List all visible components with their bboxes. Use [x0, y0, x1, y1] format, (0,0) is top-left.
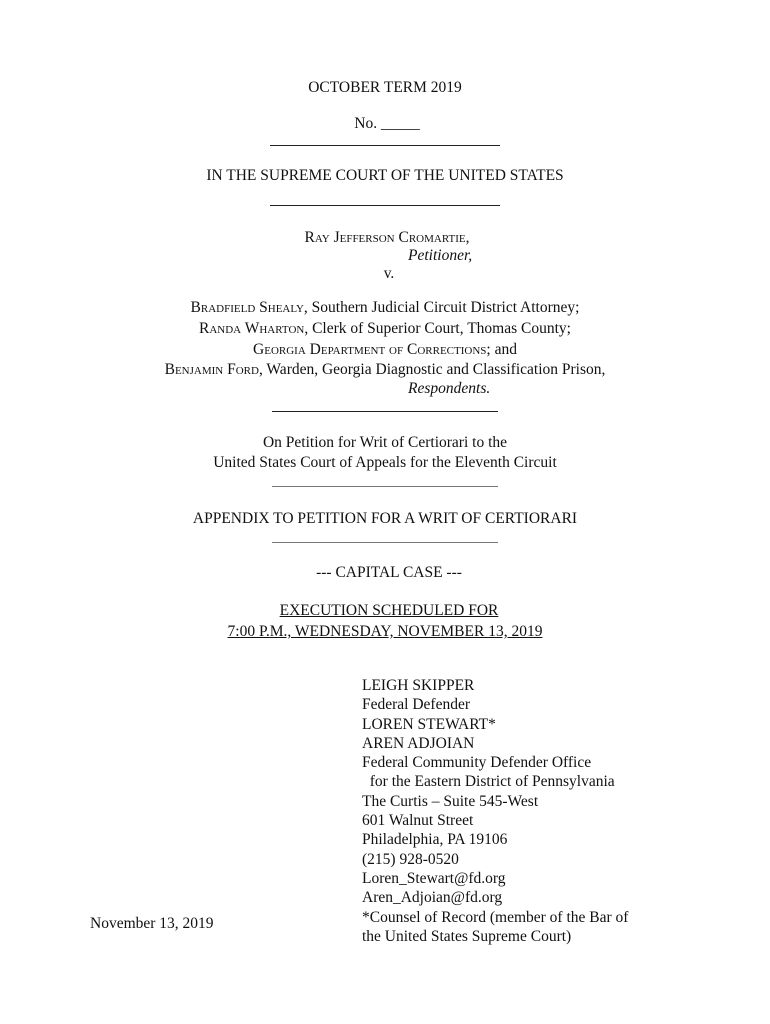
- counsel-line: (215) 928-0520: [362, 850, 459, 868]
- respondent-2-name: Randa Wharton: [199, 320, 305, 337]
- counsel-block: [362, 676, 628, 946]
- court-name: IN THE SUPREME COURT OF THE UNITED STATES: [206, 167, 564, 184]
- execution-line-1: EXECUTION SCHEDULED FOR: [279, 602, 499, 619]
- respondent-line-2: [0, 320, 770, 338]
- divider-4: [272, 486, 498, 487]
- respondent-1-name: Bradfield Shealy: [190, 299, 304, 316]
- respondents-role: Respondents.: [408, 380, 491, 397]
- counsel-line: 601 Walnut Street: [362, 812, 474, 830]
- versus: v.: [383, 265, 395, 282]
- petitioner-role: Petitioner,: [408, 247, 473, 264]
- petitioner-suffix: ,: [465, 229, 470, 246]
- counsel-line: The Curtis – Suite 545-West: [362, 792, 539, 810]
- divider-2: [270, 205, 500, 206]
- counsel-line: Philadelphia, PA 19106: [362, 831, 508, 849]
- respondent-4-title: , Warden, Georgia Diagnostic and Classification Prison,: [258, 361, 606, 378]
- filing-date: November 13, 2019: [90, 915, 214, 932]
- petition-line-2: United States Court of Appeals for the Eleventh Circuit: [213, 454, 557, 471]
- respondent-line-1: [0, 299, 770, 317]
- counsel-email[interactable]: Loren_Stewart@fd.org: [362, 869, 506, 887]
- counsel-line: AREN ADJOIAN: [362, 734, 475, 752]
- docket-number: No. _____: [354, 115, 420, 132]
- counsel-line: LOREN STEWART*: [362, 715, 496, 733]
- respondent-3-name: Georgia Department of Corrections: [253, 341, 487, 358]
- divider-1: [270, 145, 500, 146]
- respondent-line-3: [0, 341, 770, 359]
- petition-line-1: On Petition for Writ of Certiorari to the: [262, 434, 508, 451]
- counsel-line: for the Eastern District of Pennsylvania: [362, 773, 615, 791]
- appendix-title: APPENDIX TO PETITION FOR A WRIT OF CERTIORARI: [192, 510, 578, 527]
- counsel-line: Federal Defender: [362, 696, 471, 714]
- petitioner-name: [0, 229, 770, 247]
- petitioner-first: Ray Jefferson: [304, 229, 399, 246]
- execution-line-2: 7:00 P.M., WEDNESDAY, NOVEMBER 13, 2019: [227, 623, 543, 640]
- respondent-4-name: Benjamin Ford: [164, 361, 259, 378]
- respondent-line-4: [0, 361, 770, 379]
- counsel-email[interactable]: Aren_Adjoian@fd.org: [362, 889, 503, 907]
- term-heading: OCTOBER TERM 2019: [308, 79, 462, 96]
- petitioner-last: Cromartie: [398, 229, 466, 246]
- divider-3: [272, 411, 498, 412]
- divider-5: [272, 542, 498, 543]
- capital-case-label: --- CAPITAL CASE ---: [316, 564, 462, 581]
- respondent-3-title: ; and: [486, 341, 517, 358]
- respondent-1-title: , Southern Judicial Circuit District Attorney;: [303, 299, 580, 316]
- respondent-2-title: , Clerk of Superior Court, Thomas County;: [304, 320, 571, 337]
- counsel-line: Federal Community Defender Office: [362, 754, 592, 772]
- counsel-line: the United States Supreme Court): [362, 927, 572, 945]
- counsel-line: *Counsel of Record (member of the Bar of: [362, 908, 629, 926]
- counsel-line: LEIGH SKIPPER: [362, 677, 475, 694]
